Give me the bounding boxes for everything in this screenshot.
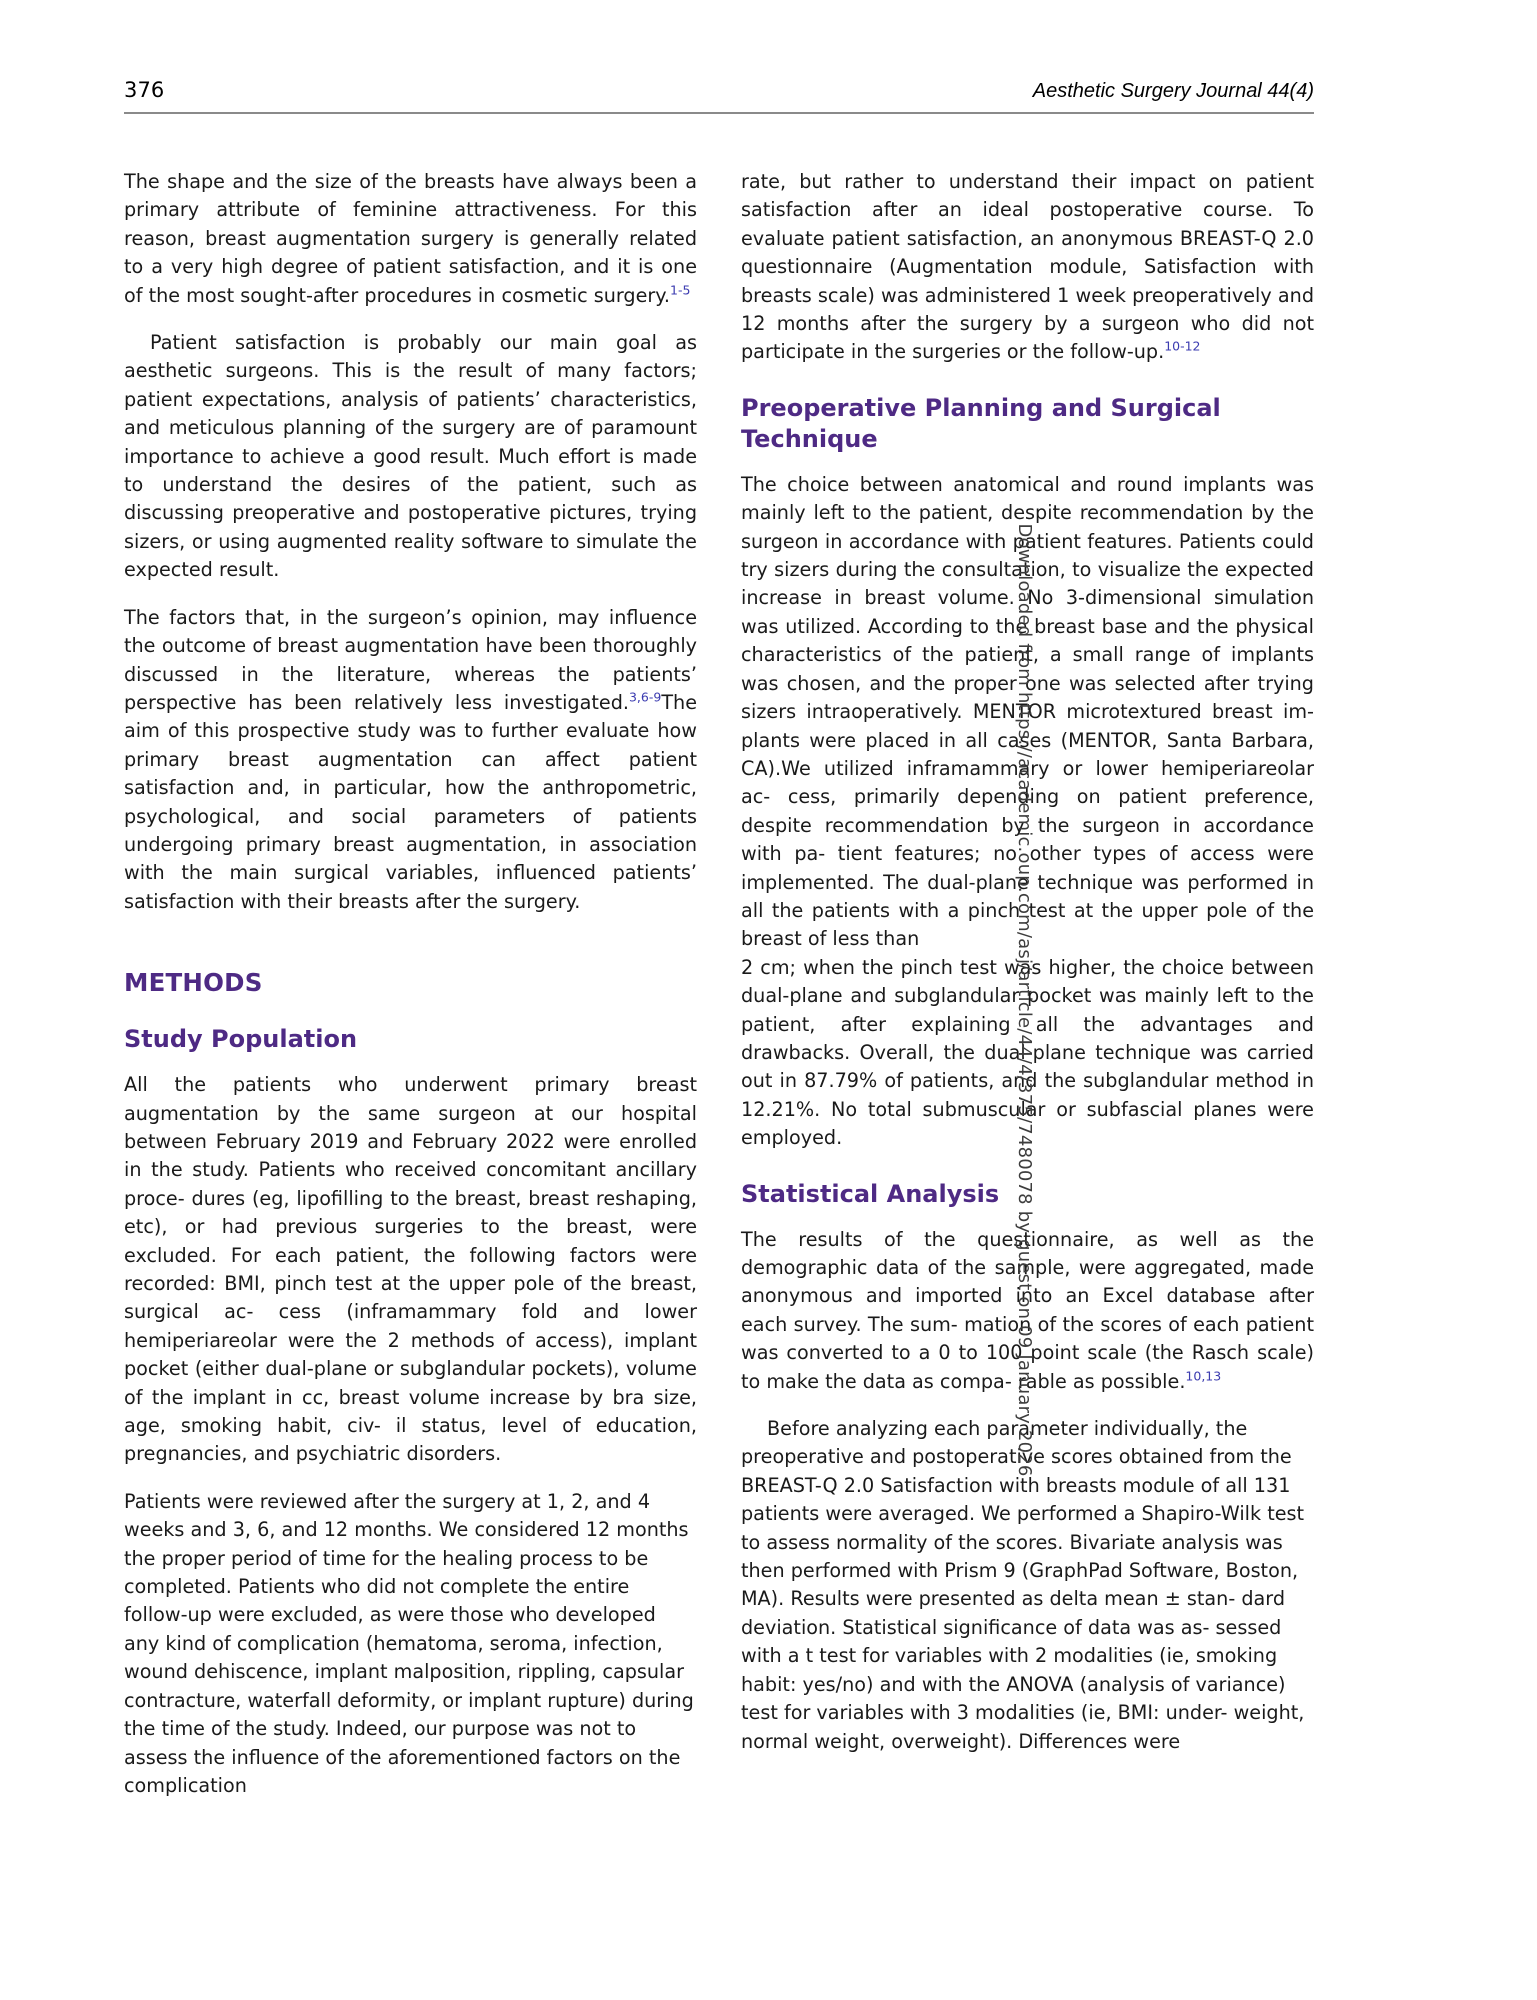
paragraph: The choice between anatomical and round implants was mainly left to the patient, despite recommendation by the surgeon in accordance with patient features. Patients could try sizers during the consultation, to visualize the expected increase in breast volume. No 3-dimensional simulation was utilized. According to the breast base and the physical characteristics of the patient, a small range of implants was chosen, and the proper one was selected after trying sizers intraoperatively. MENTOR microtextured breast im- plants were placed in all cases (MENTOR, Santa Barbara, CA).We utilized inframammary or lower hemiperiareolar ac- cess, primarily depending on patient preference, despite recommendation by the surgeon in accordance with pa- tient features; no other types of access were implemented. The dual-plane technique was performed in all the patients with a pinch test at the upper pole of the breast of less than	[741, 472, 1314, 951]
reference-superscript[interactable]: 10-12	[1164, 339, 1201, 355]
paragraph-text: The shape and the size of the breasts have always been a primary attribute of feminine attractiveness. For this reason, breast augmentation surgery is generally related to a very high degree of patient satisfaction, and it is one of the most sought-after procedures in cosmetic surgery.	[124, 170, 697, 307]
paragraph: Patient satisfaction is probably our main goal as aesthetic surgeons. This is the result of many factors; patient expectations, analysis of patients’ characteristics, and meticulous planning of the surgery are of paramount importance to achieve a good result. Much effort is made to understand the desires of the patient, such as discussing preoperative and postoperative pictures, trying sizers, or using augmented reality software to simulate the expected result.	[124, 331, 697, 582]
heading-statistical-analysis: Statistical Analysis	[741, 1179, 1000, 1208]
page-number: 376	[124, 78, 165, 102]
journal-title: Aesthetic Surgery Journal 44(4)	[1032, 80, 1314, 102]
download-source-note: Downloaded from https://academic.oup.com/asj/article/44/4/375/7480078 by guest on 09 January 2026	[1013, 523, 1035, 1477]
paragraph: Before analyzing each parameter individually, the preoperative and postoperative scores obtained from the BREAST-Q 2.0 Satisfaction with breasts module of all 131 patients were averaged. We performed a Shapiro-Wilk test to assess normality of the scores. Bivariate analysis was then performed with Prism 9 (GraphPad Software, Boston, MA). Results were presented as delta mean ± stan- dard deviation. Statistical significance of data was as- sessed with a t test for variables with 2 modalities (ie, smoking habit: yes/no) and with the ANOVA (analysis of variance) test for variables with 3 modalities (ie, BMI: under- weight, normal weight, overweight). Differences were	[741, 1417, 1305, 1753]
reference-superscript[interactable]: 10,13	[1185, 1368, 1222, 1384]
paragraph-text-cont: The aim of this prospective study was to further evaluate how primary breast augmentation can affect patient satisfaction and, in particular, how the anthropometric, psychological, and social parameters of patients undergoing primary breast augmentation, in association with the main surgical variables, influenced patients’ satisfaction with their breasts after the surgery.	[124, 690, 697, 913]
reference-superscript[interactable]: 3,6-9	[628, 689, 662, 705]
left-column	[124, 168, 697, 1819]
paragraph-text: The results of the questionnaire, as well as the demographic data of the sample, were aggregated, made anonymous and imported into an Excel database after each survey. The sum- mation of the scores of each patient was converted to a 0 to 100 point scale (the Rasch scale) to make the data as compa- rable as possible.	[741, 1227, 1314, 1393]
paragraph	[124, 168, 697, 310]
heading-study-population: Study Population	[124, 1025, 358, 1054]
paragraph-text: rate, but rather to understand their impact on patient satisfaction after an ideal postoperative course. To evaluate patient satisfaction, an anonymous BREAST-Q 2.0 questionnaire (Augmentation module, Satisfaction with breasts scale) was administered 1 week preoperatively and 12 months after the surgery by a surgeon who did not participate in the surgeries or the follow-up.	[741, 170, 1314, 364]
paragraph: 2 cm; when the pinch test was higher, the choice between dual-plane and subglandular pocket was mainly left to the patient, after explaining all the advantages and drawbacks. Overall, the dual-plane technique was carried out in 87.79% of patients, and the subglandular method in 12.21%. No total submuscular or subfascial planes were employed.	[741, 955, 1314, 1150]
running-head	[124, 78, 1314, 103]
paragraph-text: The factors that, in the surgeon’s opinion, may influence the outcome of breast augmentation have been thoroughly discussed in the literature, whereas the patients’ perspective has been relatively less investigated.	[124, 605, 697, 714]
heading-preoperative-planning: Preoperative Planning and Surgical Technique	[741, 393, 1221, 453]
paragraph: Patients were reviewed after the surgery at 1, 2, and 4 weeks and 3, 6, and 12 months. We considered 12 months the proper period of time for the healing process to be completed. Patients who did not complete the entire follow-up were excluded, as were those who developed any kind of complication (hematoma, seroma, infection, wound dehiscence, implant malposition, rippling, capsular contracture, waterfall deformity, or implant rupture) during the time of the study. Indeed, our purpose was not to assess the influence of the aforementioned factors on the complication	[124, 1489, 694, 1797]
reference-superscript[interactable]: 1-5	[670, 282, 691, 298]
header-divider	[124, 112, 1314, 114]
paragraph	[741, 168, 1314, 367]
body-columns	[124, 168, 1314, 1819]
paragraph: All the patients who underwent primary breast augmentation by the same surgeon at our hospital between February 2019 and February 2022 were enrolled in the study. Patients who received concomitant ancillary proce- dures (eg, lipofilling to the breast, breast reshaping, etc), or had previous surgeries to the breast, were excluded. For each patient, the following factors were recorded: BMI, pinch test at the upper pole of the breast, surgical ac- cess (inframammary fold and lower hemiperiareolar were the 2 methods of access), implant pocket (either dual-plane or subglandular pockets), volume of the implant in cc, breast volume increase by bra size, age, smoking habit, civ- il status, level of education, pregnancies, and psychiatric disorders.	[124, 1073, 697, 1466]
paragraph	[124, 604, 697, 916]
heading-methods: METHODS	[124, 968, 263, 998]
